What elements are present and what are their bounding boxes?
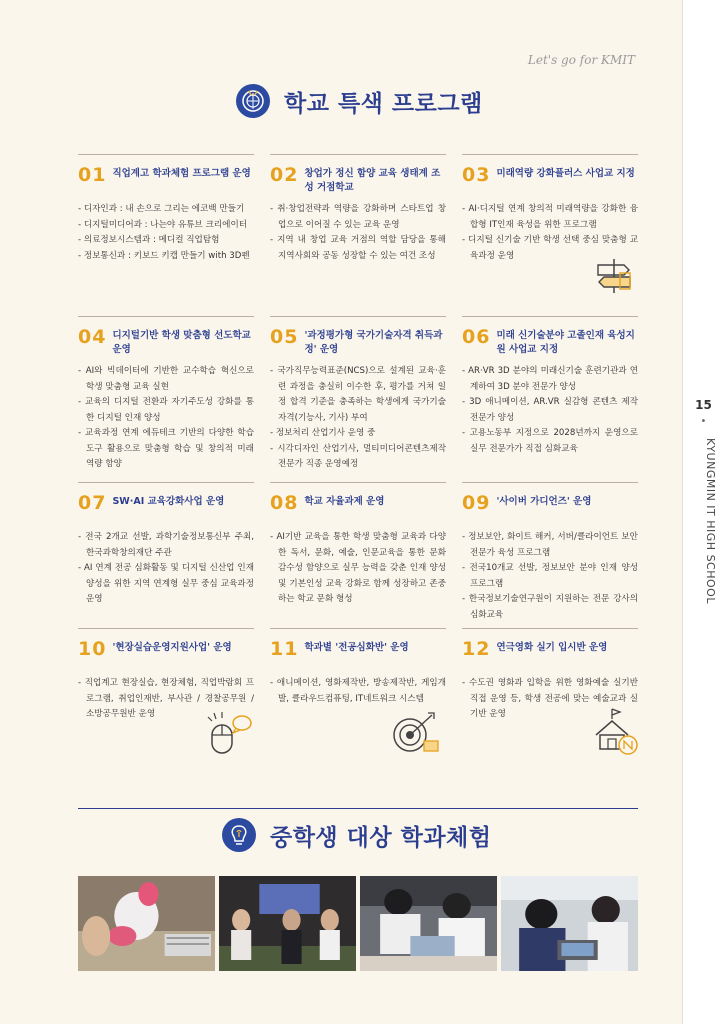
program-title: 직업계고 학과체험 프로그램 운영 (112, 168, 251, 179)
program-11 (270, 628, 446, 778)
program-item: - 정보통신과 : 키보드 키캡 만들기 with 3D펜 (78, 250, 250, 261)
program-title: 미래 신기술분야 고졸인재 육성지원 사업교 지정 (496, 330, 635, 355)
section-title-text: 학교 특색 프로그램 (284, 90, 483, 117)
program-item: - 3D 애니메이션, AR.VR 실감형 콘텐츠 제작 전문가 양성 (462, 397, 638, 423)
program-item: - 애니메이션, 영화제작반, 방송제작반, 게임개발, 클라우드컴퓨팅, IT네트워크 시스템 (270, 678, 446, 704)
award-emblem-icon (236, 84, 270, 118)
page-number: 15 (695, 398, 712, 412)
side-margin (682, 0, 723, 1024)
program-item: - 지역 내 창업 교육 거점의 역할 담당을 통해 지역사회와 공동 성장할 수 있는 여건 조성 (270, 235, 446, 261)
program-item: - 시각디자인 산업기사, 멀티미디어콘텐츠제작 전문가 직종 운영예정 (270, 443, 446, 469)
program-05 (270, 316, 446, 482)
program-title: SW·AI 교육강화사업 운영 (112, 496, 225, 507)
program-item: - 전국10개교 선발, 정보보안 분야 인재 양성 프로그램 (462, 563, 638, 589)
program-12 (462, 628, 638, 778)
program-number: 01 (78, 164, 107, 186)
program-title: 창업가 정신 함양 교육 생태계 조성 거점학교 (304, 168, 441, 193)
program-title: 디지털기반 학생 맞춤형 선도학교 운영 (112, 330, 251, 355)
program-number: 03 (462, 164, 491, 186)
program-row-1 (78, 154, 638, 316)
program-item: - 취·창업전략과 역량을 강화하며 스타트업 창업으로 이어질 수 있는 교육 운영 (270, 204, 446, 230)
brain-bulb-icon (222, 818, 256, 852)
program-title: 미래역량 강화플러스 사업교 지정 (496, 168, 635, 179)
section-divider (78, 808, 638, 809)
program-title: '과정평가형 국가기술자격 취득과정' 운영 (304, 330, 443, 355)
section-title-programs (236, 84, 483, 118)
program-item: - 디지털미디어과 : 나는야 유튜브 크리에이터 (78, 219, 248, 230)
program-08 (270, 482, 446, 628)
program-number: 10 (78, 638, 107, 660)
program-item: - 디지털 신기술 기반 학생 선택 중심 맞춤형 교육과정 운영 (462, 235, 638, 261)
program-number: 02 (270, 164, 299, 186)
program-item: - 전국 2개교 선발, 과학기술정보통신부 주최, 한국과학창의재단 주관 (78, 532, 254, 558)
program-item: - 직업계고 현장실습, 현장체험, 직업박람회 프로그램, 취업인재반, 부사관 / 경찰공무원 / 소방공무원반 운영 (78, 678, 254, 719)
program-item: - AI·디지털 연계 창의적 미래역량을 강화한 융합형 IT인재 육성을 위한 프로그램 (462, 204, 638, 230)
program-07 (78, 482, 254, 628)
signpost-icon (592, 255, 638, 299)
program-item: - 고용노동부 지정으로 2028년까지 운영으로 실무 전문가가 직접 심화교육 (462, 428, 638, 454)
program-item: - 교육의 디지털 전환과 자기주도성 강화를 통한 디지털 인재 양성 (78, 397, 254, 423)
program-item: - 디자인과 : 내 손으로 그리는 에코백 만들기 (78, 204, 245, 214)
program-item: - AI와 빅데이터에 기반한 교수학습 혁신으로 학생 맞춤형 교육 실현 (78, 366, 254, 392)
program-item: - 정보처리 산업기사 운영 중 (270, 428, 376, 438)
program-item: - 수도권 영화과 입학을 위한 영화예술 실기반 직접 운영 등, 학생 전공에 맞는 예술교과 실기반 운영 (462, 678, 638, 719)
photo-activity-1 (78, 876, 215, 971)
program-number: 07 (78, 492, 107, 514)
program-02 (270, 154, 446, 316)
program-number: 05 (270, 326, 299, 348)
program-row-3 (78, 482, 638, 628)
program-03 (462, 154, 638, 316)
photo-strip (78, 876, 638, 971)
program-10 (78, 628, 254, 778)
program-title: 연극영화 실기 입시반 운영 (496, 642, 608, 653)
program-row-2 (78, 316, 638, 482)
page-dot: • (700, 416, 707, 427)
program-title: '현장실습운영지원사업' 운영 (112, 642, 232, 653)
program-title: '사이버 가디언즈' 운영 (496, 496, 592, 507)
school-name-vertical: KYUNGMIN IT HIGH SCHOOL (704, 438, 717, 604)
program-row-4 (78, 628, 638, 778)
program-06 (462, 316, 638, 482)
program-number: 11 (270, 638, 299, 660)
program-item: - 의료정보시스템과 : 메디컬 직업탐험 (78, 235, 220, 245)
photo-activity-2 (219, 876, 356, 971)
program-number: 09 (462, 492, 491, 514)
program-01 (78, 154, 254, 316)
program-grid (78, 154, 638, 778)
section-title-text: 중학생 대상 학과체험 (270, 824, 492, 851)
program-item: - AI 연계 전공 심화활동 및 디지털 신산업 인재 양성을 위한 지역 연계형 실무 중심 교육과정 운영 (78, 563, 254, 604)
program-title: 학과별 '전공심화반' 운영 (304, 642, 409, 653)
program-number: 06 (462, 326, 491, 348)
photo-activity-4 (501, 876, 638, 971)
program-09 (462, 482, 638, 628)
program-item: - 정보보안, 화이트 해커, 서버/클라이언트 보안 전문가 육성 프로그램 (462, 532, 638, 558)
program-item: - AI기반 교육을 통한 학생 맞춤형 교육과 다양한 독서, 문화, 예술, 인문교육을 통한 문화 감수성 함양으로 실무 능력을 갖춘 인재 양성 및 기본인성 교육 강화로 함께 성장하고 존중하는 학교 문화 형성 (270, 532, 446, 604)
tagline: Let's go for KMIT (527, 53, 635, 67)
program-number: 04 (78, 326, 107, 348)
section-title-experience (222, 818, 491, 852)
mouse-icon (206, 711, 254, 761)
program-number: 08 (270, 492, 299, 514)
program-item: - 국가직무능력표준(NCS)으로 설계된 교육·훈련 과정을 충실히 이수한 후, 평가를 거쳐 일정 합격 기준을 충족하는 학생에게 국가기술자격(기능사, 기사) 부여 (270, 366, 446, 423)
target-icon (390, 709, 442, 759)
school-icon (592, 707, 640, 761)
program-item: - AR·VR 3D 분야의 미래신기술 훈련기관과 연계하여 3D 분야 전문가 양성 (462, 366, 638, 392)
program-04 (78, 316, 254, 482)
program-number: 12 (462, 638, 491, 660)
program-item: - 교육과정 연계 에듀테크 기반의 다양한 학습 도구 활용으로 맞춤형 학습 및 창의적 미래 역량 함양 (78, 428, 254, 469)
program-title: 학교 자율과제 운영 (304, 496, 385, 507)
photo-activity-3 (360, 876, 497, 971)
program-item: - 한국정보기술연구원이 지원하는 전문 강사의 심화교육 (462, 594, 638, 620)
